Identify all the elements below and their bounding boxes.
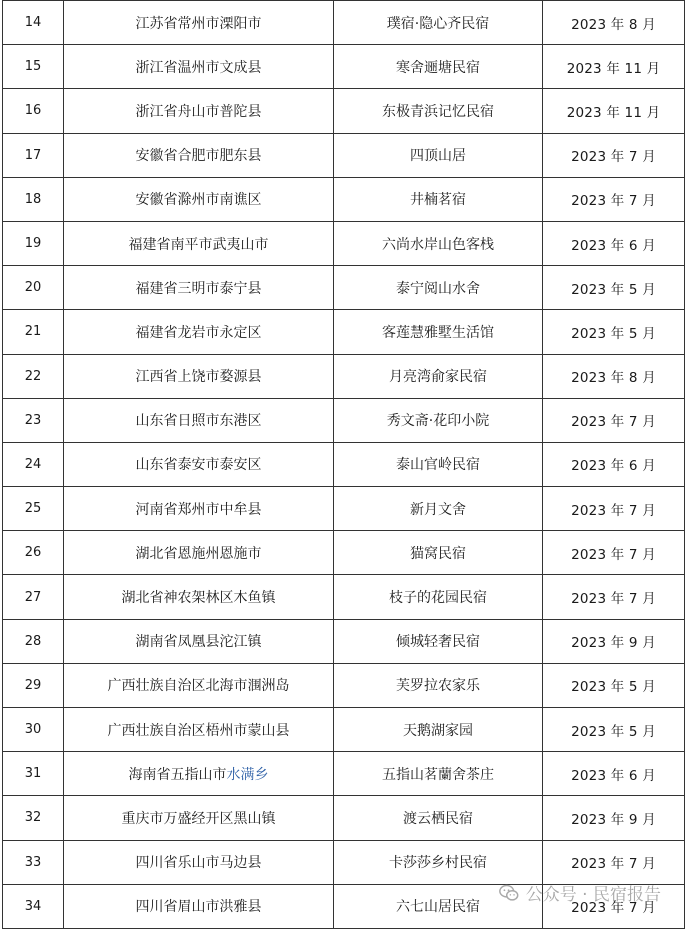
location-text: 海南省五指山市 [128, 766, 227, 783]
homestay-name-cell: 客莲慧雅墅生活馆 [334, 310, 543, 354]
table-row [3, 398, 685, 442]
table-row [3, 663, 685, 707]
homestay-name-cell: 倾城轻奢民宿 [334, 619, 543, 663]
location-text: 福建省南平市武夷山市 [128, 236, 269, 253]
row-number: 27 [3, 575, 64, 619]
row-number: 28 [3, 619, 64, 663]
table-row [3, 45, 685, 89]
homestay-table [2, 0, 685, 929]
location-highlight-text: 水满乡 [226, 766, 269, 783]
location-cell [64, 708, 334, 752]
date-cell: 2023 年 7 月 [543, 177, 685, 221]
location-cell [64, 310, 334, 354]
date-cell: 2023 年 8 月 [543, 1, 685, 45]
location-text: 安徽省滁州市南谯区 [135, 192, 262, 209]
location-cell [64, 89, 334, 133]
table-row [3, 884, 685, 928]
location-text: 湖南省凤凰县沱江镇 [135, 634, 262, 651]
homestay-name-cell: 枝子的花园民宿 [334, 575, 543, 619]
location-text: 福建省三明市泰宁县 [135, 280, 262, 297]
table-row [3, 133, 685, 177]
row-number: 30 [3, 708, 64, 752]
homestay-name-cell: 五指山茗蘭舍茶庄 [334, 752, 543, 796]
table-row [3, 354, 685, 398]
table-row [3, 89, 685, 133]
location-text: 重庆市万盛经开区黑山镇 [121, 810, 276, 827]
location-cell [64, 840, 334, 884]
table-row [3, 752, 685, 796]
table-row [3, 708, 685, 752]
row-number: 19 [3, 221, 64, 265]
table-row [3, 796, 685, 840]
homestay-name-cell: 渡云栖民宿 [334, 796, 543, 840]
homestay-name-cell: 月亮湾俞家民宿 [334, 354, 543, 398]
location-cell [64, 45, 334, 89]
date-cell: 2023 年 6 月 [543, 752, 685, 796]
homestay-name-cell: 泰山官岭民宿 [334, 442, 543, 486]
location-text: 四川省乐山市马边县 [135, 855, 262, 872]
watermark-text: 公众号 · 民宿报告 [525, 885, 661, 905]
homestay-name-cell: 六七山居民宿 [334, 884, 543, 928]
date-cell: 2023 年 11 月 [543, 45, 685, 89]
table-row [3, 177, 685, 221]
date-cell: 2023 年 8 月 [543, 354, 685, 398]
row-number: 14 [3, 1, 64, 45]
location-cell [64, 884, 334, 928]
location-text: 广西壮族自治区北海市涠洲岛 [107, 678, 290, 695]
table-row [3, 221, 685, 265]
date-cell: 2023 年 7 月 [543, 398, 685, 442]
location-text: 四川省眉山市洪雅县 [135, 899, 262, 916]
homestay-name-cell: 四顶山居 [334, 133, 543, 177]
date-cell: 2023 年 11 月 [543, 89, 685, 133]
homestay-name-cell: 新月文舍 [334, 487, 543, 531]
date-cell: 2023 年 7 月 [543, 531, 685, 575]
location-cell [64, 619, 334, 663]
location-cell [64, 398, 334, 442]
homestay-name-cell: 寒舍逦塘民宿 [334, 45, 543, 89]
location-cell [64, 266, 334, 310]
homestay-name-cell: 泰宁阅山水舍 [334, 266, 543, 310]
row-number: 20 [3, 266, 64, 310]
location-cell [64, 575, 334, 619]
location-text: 福建省龙岩市永定区 [135, 324, 262, 341]
date-cell: 2023 年 6 月 [543, 221, 685, 265]
table-row [3, 575, 685, 619]
location-cell [64, 354, 334, 398]
location-cell [64, 221, 334, 265]
location-cell [64, 531, 334, 575]
row-number: 24 [3, 442, 64, 486]
table-row [3, 442, 685, 486]
homestay-name-cell: 天鹅湖家园 [334, 708, 543, 752]
homestay-name-cell: 井楠茗宿 [334, 177, 543, 221]
date-cell: 2023 年 5 月 [543, 266, 685, 310]
date-cell: 2023 年 7 月 [543, 575, 685, 619]
row-number: 21 [3, 310, 64, 354]
date-cell: 2023 年 7 月 [543, 884, 685, 928]
date-cell: 2023 年 9 月 [543, 619, 685, 663]
row-number: 17 [3, 133, 64, 177]
location-cell [64, 752, 334, 796]
table-row [3, 840, 685, 884]
homestay-name-cell: 秀文斋·花印小院 [334, 398, 543, 442]
location-cell [64, 177, 334, 221]
table-row [3, 531, 685, 575]
location-text: 浙江省温州市文成县 [135, 59, 262, 76]
row-number: 26 [3, 531, 64, 575]
location-text: 浙江省舟山市普陀县 [135, 103, 262, 120]
location-text: 广西壮族自治区梧州市蒙山县 [107, 722, 290, 739]
row-number: 33 [3, 840, 64, 884]
date-cell: 2023 年 7 月 [543, 133, 685, 177]
location-cell [64, 487, 334, 531]
location-text: 山东省泰安市泰安区 [135, 457, 262, 474]
date-cell: 2023 年 7 月 [543, 487, 685, 531]
row-number: 25 [3, 487, 64, 531]
row-number: 22 [3, 354, 64, 398]
date-cell: 2023 年 9 月 [543, 796, 685, 840]
table-row [3, 310, 685, 354]
date-cell: 2023 年 5 月 [543, 663, 685, 707]
row-number: 31 [3, 752, 64, 796]
homestay-name-cell: 猫窝民宿 [334, 531, 543, 575]
table-row [3, 619, 685, 663]
row-number: 18 [3, 177, 64, 221]
date-cell: 2023 年 7 月 [543, 840, 685, 884]
homestay-name-cell: 东极青浜记忆民宿 [334, 89, 543, 133]
row-number: 16 [3, 89, 64, 133]
date-cell: 2023 年 6 月 [543, 442, 685, 486]
location-text: 河南省郑州市中牟县 [135, 501, 262, 518]
location-text: 湖北省神农架林区木鱼镇 [121, 590, 276, 607]
location-text: 山东省日照市东港区 [135, 413, 262, 430]
location-cell [64, 1, 334, 45]
location-cell [64, 663, 334, 707]
row-number: 23 [3, 398, 64, 442]
location-cell [64, 133, 334, 177]
homestay-name-cell: 六尚水岸山色客栈 [334, 221, 543, 265]
location-cell [64, 796, 334, 840]
row-number: 29 [3, 663, 64, 707]
table-row [3, 1, 685, 45]
row-number: 32 [3, 796, 64, 840]
table-row [3, 266, 685, 310]
date-cell: 2023 年 5 月 [543, 310, 685, 354]
location-text: 江西省上饶市婺源县 [135, 369, 262, 386]
homestay-name-cell: 璞宿·隐心齐民宿 [334, 1, 543, 45]
homestay-name-cell: 卡莎莎乡村民宿 [334, 840, 543, 884]
location-text: 安徽省合肥市肥东县 [135, 148, 262, 165]
row-number: 15 [3, 45, 64, 89]
table-row [3, 487, 685, 531]
location-cell [64, 442, 334, 486]
location-text: 湖北省恩施州恩施市 [135, 545, 262, 562]
date-cell: 2023 年 5 月 [543, 708, 685, 752]
row-number: 34 [3, 884, 64, 928]
homestay-name-cell: 芙罗拉农家乐 [334, 663, 543, 707]
location-text: 江苏省常州市溧阳市 [135, 15, 262, 32]
